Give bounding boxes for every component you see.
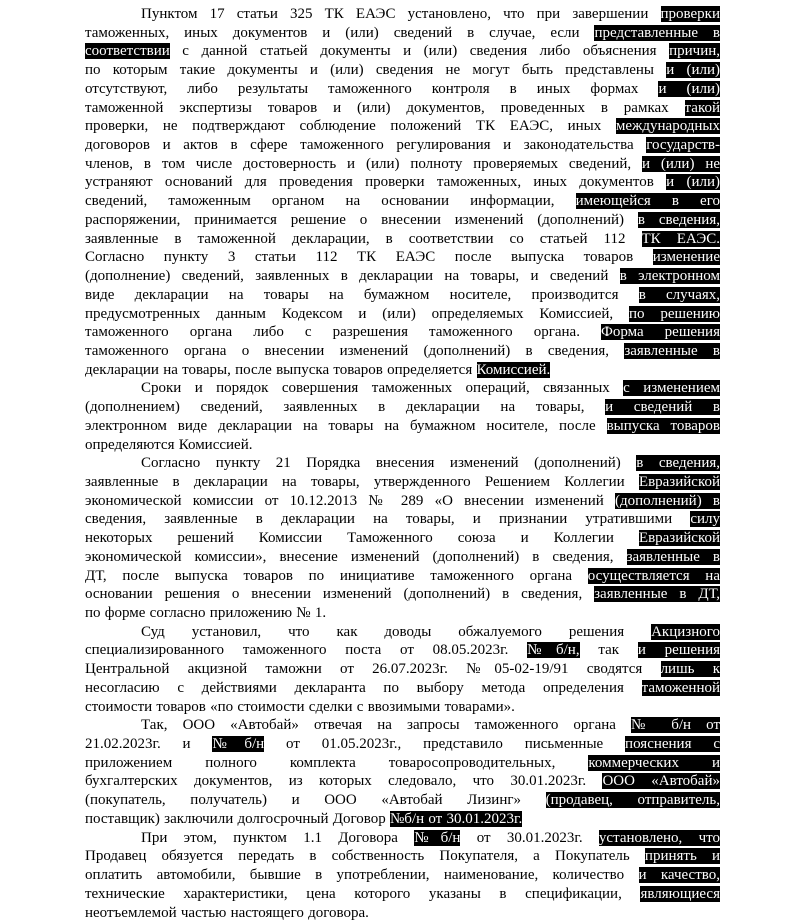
highlighted-text: № б/н от	[631, 717, 721, 734]
text-line	[85, 267, 720, 286]
text-run: (дополнением) сведений, заявленных в декларации на товары,	[85, 399, 606, 416]
text-line	[85, 361, 720, 380]
highlighted-text: заявленные в ДТ,	[594, 586, 720, 603]
text-run: Центральной акцизной таможни от 26.07.2023г. №05-02-19/91 сводятся	[85, 661, 661, 678]
text-run: устраняют оснований для проведения проверки таможенных, иных документов	[85, 174, 667, 191]
text-line	[85, 529, 720, 548]
text-run: Так, ООО «Автобай» отвечая на запросы таможенного органа	[141, 717, 631, 734]
text-line	[85, 155, 720, 174]
highlighted-text: и качество,	[638, 867, 720, 884]
highlighted-text: №б/н от 30.01.2023г.	[389, 810, 523, 827]
paragraph	[85, 454, 720, 622]
highlighted-text: ООО «Автобай»	[602, 773, 720, 790]
highlighted-text: имеющейся в его	[575, 193, 720, 210]
highlighted-text: в сведения,	[637, 211, 720, 228]
highlighted-text: пояснения с	[625, 736, 720, 753]
text-line	[85, 136, 720, 155]
paragraph	[85, 5, 720, 379]
highlighted-text: и сведений в	[605, 399, 720, 416]
text-run: таможенного органа о внесении изменений (дополнений) в сведения,	[85, 342, 625, 359]
text-line	[85, 679, 720, 698]
text-run: с данной статьей документы и (или) сведения либо объяснения	[169, 43, 670, 60]
highlighted-text: и решения	[637, 642, 720, 659]
text-run: определяются Комиссией.	[85, 436, 253, 453]
text-run: по которым такие документы и (или) сведения не могут быть представлены	[85, 62, 667, 79]
highlighted-text: представленные в	[594, 24, 720, 41]
highlighted-text: выпуска товаров	[606, 417, 721, 434]
text-run: бухгалтерских документов, из которых следовало, что 30.01.2023г.	[85, 773, 603, 790]
text-line	[85, 99, 720, 118]
text-run: ДТ, после выпуска товаров по инициативе таможенного органа	[85, 567, 588, 584]
text-run: таможенного органа либо с разрешения таможенного органа.	[85, 324, 601, 341]
text-run: Суд установил, что как доводы обжалуемого решения	[141, 623, 652, 640]
text-line	[85, 510, 720, 529]
text-line	[85, 716, 720, 735]
text-line	[85, 211, 720, 230]
text-line	[85, 772, 720, 791]
text-line	[85, 754, 720, 773]
text-run: так	[579, 642, 638, 659]
text-run: технические характеристики, цена которого указаны в спецификации,	[85, 885, 641, 902]
highlighted-text: заявленные в	[626, 548, 721, 565]
highlighted-text: в сведения,	[636, 455, 720, 472]
text-run: несогласию с действиями декларанта по выбору метода определения	[85, 679, 642, 696]
paragraph	[85, 716, 720, 828]
text-line	[85, 42, 720, 61]
text-line	[85, 436, 720, 455]
text-run: сведений, таможенным органом на основании информации,	[85, 193, 576, 210]
highlighted-text: причин,	[669, 43, 720, 60]
text-run: заявленные в декларации на товары, утвержденного Решением Коллегии	[85, 473, 639, 490]
highlighted-text: соответствии	[85, 43, 170, 60]
paragraph	[85, 829, 720, 923]
highlighted-text: осуществляется на	[587, 567, 720, 584]
text-line	[85, 473, 720, 492]
text-run: виде декларации на товары на бумажном носителе, производится	[85, 286, 639, 303]
text-line	[85, 192, 720, 211]
text-line	[85, 585, 720, 604]
highlighted-text: лишь к	[660, 661, 720, 678]
highlighted-text: и (или) не	[642, 155, 721, 172]
highlighted-text: коммерческих и	[588, 754, 721, 771]
text-run: Согласно пункту 3 статьи 112 ТК ЕАЭС после выпуска товаров	[85, 249, 653, 266]
text-line	[85, 117, 720, 136]
highlighted-text: №б/н,	[527, 642, 580, 659]
text-run: декларации на товары, после выпуска товаров определяется	[85, 361, 477, 378]
text-line	[85, 417, 720, 436]
text-run: заявленные в таможенной декларации, в соответствии со статьей 112	[85, 230, 642, 247]
highlighted-text: такой	[684, 99, 720, 116]
text-run: приложением полного комплекта товаросопроводительных,	[85, 754, 589, 771]
highlighted-text: в случаях,	[638, 286, 721, 303]
highlighted-text: установлено, что	[598, 829, 721, 846]
document-body	[85, 5, 720, 922]
highlighted-text: ТК ЕАЭС.	[641, 230, 720, 247]
text-line	[85, 866, 720, 885]
text-run: таможенных, иных документов и (или) сведений в случае, если	[85, 24, 595, 41]
text-run: неотъемлемой частью настоящего договора.	[85, 904, 369, 921]
highlighted-text: заявленные в	[624, 342, 720, 359]
text-run: 21.02.2023г. и	[85, 736, 213, 753]
text-run: электронном виде декларации на товары на бумажном носителе, после	[85, 417, 607, 434]
text-run: поставщик) заключили долгосрочный Договор	[85, 810, 390, 827]
highlighted-text: №б/н	[212, 736, 265, 753]
text-run: экономической комиссии», внесение изменений (дополнений) в сведения,	[85, 548, 627, 565]
text-run: отсутствуют, либо результаты таможенного контроля в иных формах	[85, 80, 659, 97]
highlighted-text: проверки	[660, 6, 720, 22]
highlighted-text: силу	[690, 511, 720, 528]
text-run: стоимости товаров «по стоимости сделки с ввозимыми товарами».	[85, 698, 515, 715]
highlighted-text: принять и	[644, 848, 721, 865]
text-line	[85, 80, 720, 99]
highlighted-text: Комиссией.	[476, 361, 551, 378]
text-run: таможенной экспертизы товаров и (или) документов, проведенных в рамках	[85, 99, 685, 116]
text-run: специализированного таможенного поста от 08.05.2023г.	[85, 642, 528, 659]
text-line	[85, 810, 720, 829]
highlighted-text: (дополнений) в	[614, 492, 720, 509]
text-line	[85, 248, 720, 267]
text-line	[85, 492, 720, 511]
highlighted-text: (продавец, отправитель,	[545, 792, 720, 809]
text-line	[85, 342, 720, 361]
text-line	[85, 791, 720, 810]
text-line	[85, 847, 720, 866]
text-run: проверки, не подтверждают соблюдение положений ТК ЕАЭС, иных	[85, 118, 616, 135]
text-line	[85, 623, 720, 642]
text-run: Пунктом 17 статьи 325 ТК ЕАЭС установлено, что при завершении	[141, 6, 661, 22]
text-run: от 01.05.2023г., представило письменные	[264, 736, 626, 753]
text-run: основании решения о внесении изменений (дополнений) в сведения,	[85, 586, 595, 603]
text-run: Сроки и порядок совершения таможенных операций, связанных	[141, 380, 624, 397]
highlighted-text: Евразийской	[638, 530, 720, 547]
highlighted-text: изменение	[652, 249, 720, 266]
text-run: Продавец обязуется передать в собственность Покупателя, а Покупатель	[85, 848, 645, 865]
text-line	[85, 173, 720, 192]
highlighted-text: в электронном	[619, 268, 721, 285]
highlighted-text: Евразийской	[638, 473, 720, 490]
text-line	[85, 323, 720, 342]
text-line	[85, 604, 720, 623]
text-line	[85, 904, 720, 923]
highlighted-text: Форма решения	[600, 324, 720, 341]
text-line	[85, 305, 720, 324]
highlighted-text: Акцизного	[651, 623, 720, 640]
text-run: предусмотренных данным Кодексом и (или) определяемых Комиссией,	[85, 305, 630, 322]
text-run: Согласно пункту 21 Порядка внесения изменений (дополнений)	[141, 455, 637, 472]
highlighted-text: и (или)	[666, 62, 720, 79]
text-run: договоров и актов в сфере таможенного регулирования и законодательства	[85, 137, 647, 154]
highlighted-text: по решению	[629, 305, 721, 322]
highlighted-text: №б/н	[414, 829, 461, 846]
text-line	[85, 641, 720, 660]
text-run: членов, в том числе достоверность и (или) полноту проверяемых сведений,	[85, 155, 643, 172]
text-line	[85, 398, 720, 417]
text-line	[85, 5, 720, 24]
text-line	[85, 286, 720, 305]
highlighted-text: и (или)	[658, 80, 720, 97]
text-run: оплатить автомобили, бывшие в употреблении, наименование, количество	[85, 867, 639, 884]
text-run: от 30.01.2023г.	[460, 829, 599, 846]
text-line	[85, 379, 720, 398]
text-run: (покупатель, получатель) и ООО «Автобай Лизинг»	[85, 792, 546, 809]
text-run: распоряжении, принимается решение о внесении изменений (дополнений)	[85, 211, 638, 228]
text-line	[85, 735, 720, 754]
text-line	[85, 660, 720, 679]
text-run: При этом, пунктом 1.1 Договора	[141, 829, 415, 846]
highlighted-text: и (или)	[666, 174, 720, 191]
highlighted-text: международных	[615, 118, 720, 135]
text-line	[85, 567, 720, 586]
paragraph	[85, 623, 720, 717]
text-run: (дополнение) сведений, заявленных в декларации на товары, и сведений	[85, 268, 620, 285]
text-line	[85, 61, 720, 80]
text-line	[85, 548, 720, 567]
paragraph	[85, 379, 720, 454]
text-run: сведения, заявленные в декларации на товары, и признании утратившими	[85, 511, 691, 528]
highlighted-text: таможенной	[641, 679, 720, 696]
text-line	[85, 885, 720, 904]
text-line	[85, 829, 720, 848]
text-line	[85, 454, 720, 473]
highlighted-text: являющиеся	[640, 885, 720, 902]
text-run: экономической комиссии от 10.12.2013 № 289 «О внесении изменений	[85, 492, 615, 509]
text-run: по форме согласно приложению № 1.	[85, 605, 327, 621]
highlighted-text: с изменением	[623, 380, 720, 397]
highlighted-text: государств-	[646, 137, 720, 154]
text-line	[85, 698, 720, 717]
text-line	[85, 230, 720, 249]
text-line	[85, 24, 720, 43]
text-run: некоторых решений Комиссии Таможенного союза и Коллегии	[85, 530, 639, 547]
